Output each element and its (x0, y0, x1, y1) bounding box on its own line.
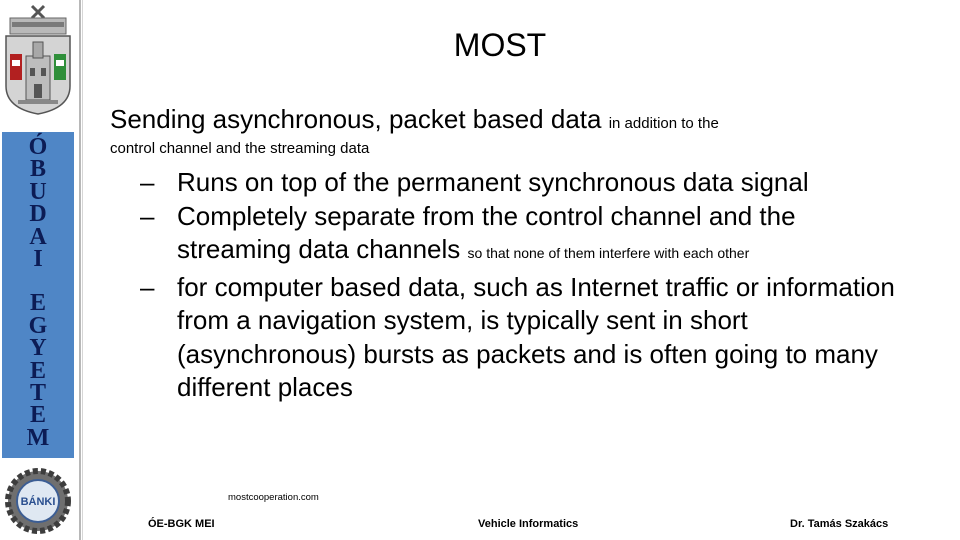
university-name-letter: B (29, 156, 46, 183)
bullet-list (140, 166, 910, 405)
source-reference: mostcooperation.com (228, 492, 319, 503)
slide-title: MOST (453, 27, 547, 63)
footer-institution: ÓE-BGK MEI (148, 518, 215, 530)
intro-lead: Sending asynchronous, packet based data (110, 104, 602, 134)
bullet-note: so that none of them interfere with each other (467, 245, 750, 261)
university-name-letter: E (29, 357, 46, 384)
footer-author: Dr. Tamás Szakács (790, 518, 889, 530)
bullet-dash: – (140, 167, 155, 197)
footer-course: Vehicle Informatics (478, 518, 579, 530)
banki-logo-text: BÁNKI (20, 496, 56, 508)
university-name-letter: D (29, 201, 47, 228)
intro-continuation: control channel and the streaming data (110, 140, 370, 157)
university-name-letter: G (28, 312, 48, 339)
university-name-letter: E (29, 290, 46, 317)
university-name-letter: I (33, 246, 43, 273)
bullet-dash: – (140, 271, 155, 302)
university-name-letters (2, 136, 74, 449)
bullet-item (140, 200, 910, 271)
bullet-text: Runs on top of the permanent synchronous data signal (177, 167, 809, 197)
bullet-item (140, 271, 910, 405)
university-name-letter: E (29, 402, 46, 429)
university-name-letter: U (29, 178, 47, 205)
bullet-text: Completely separate from the control channel and the streaming data channels (177, 200, 796, 264)
intro-lead-small: in addition to the (608, 115, 719, 132)
sidebar (0, 0, 80, 540)
sidebar-divider (79, 0, 81, 540)
university-name-panel (2, 132, 74, 458)
university-name-letter: T (29, 380, 46, 407)
university-name-letter: M (26, 424, 50, 451)
coat-of-arms-icon (2, 4, 74, 116)
letter-gap (2, 270, 74, 292)
university-name-letter: A (29, 223, 47, 250)
university-name-letter: Y (29, 335, 47, 362)
sidebar-divider-thin (82, 0, 83, 540)
intro-paragraph (110, 102, 910, 141)
banki-logo-icon (2, 468, 74, 534)
bullet-text: for computer based data, such as Internet traffic or information from a navigation system, is typically sent in short (asynchronous) bursts as packets and is often going to many different places (177, 271, 895, 402)
bullet-item (140, 166, 910, 200)
bullet-dash: – (140, 200, 155, 231)
university-name-letter: Ó (28, 134, 48, 160)
